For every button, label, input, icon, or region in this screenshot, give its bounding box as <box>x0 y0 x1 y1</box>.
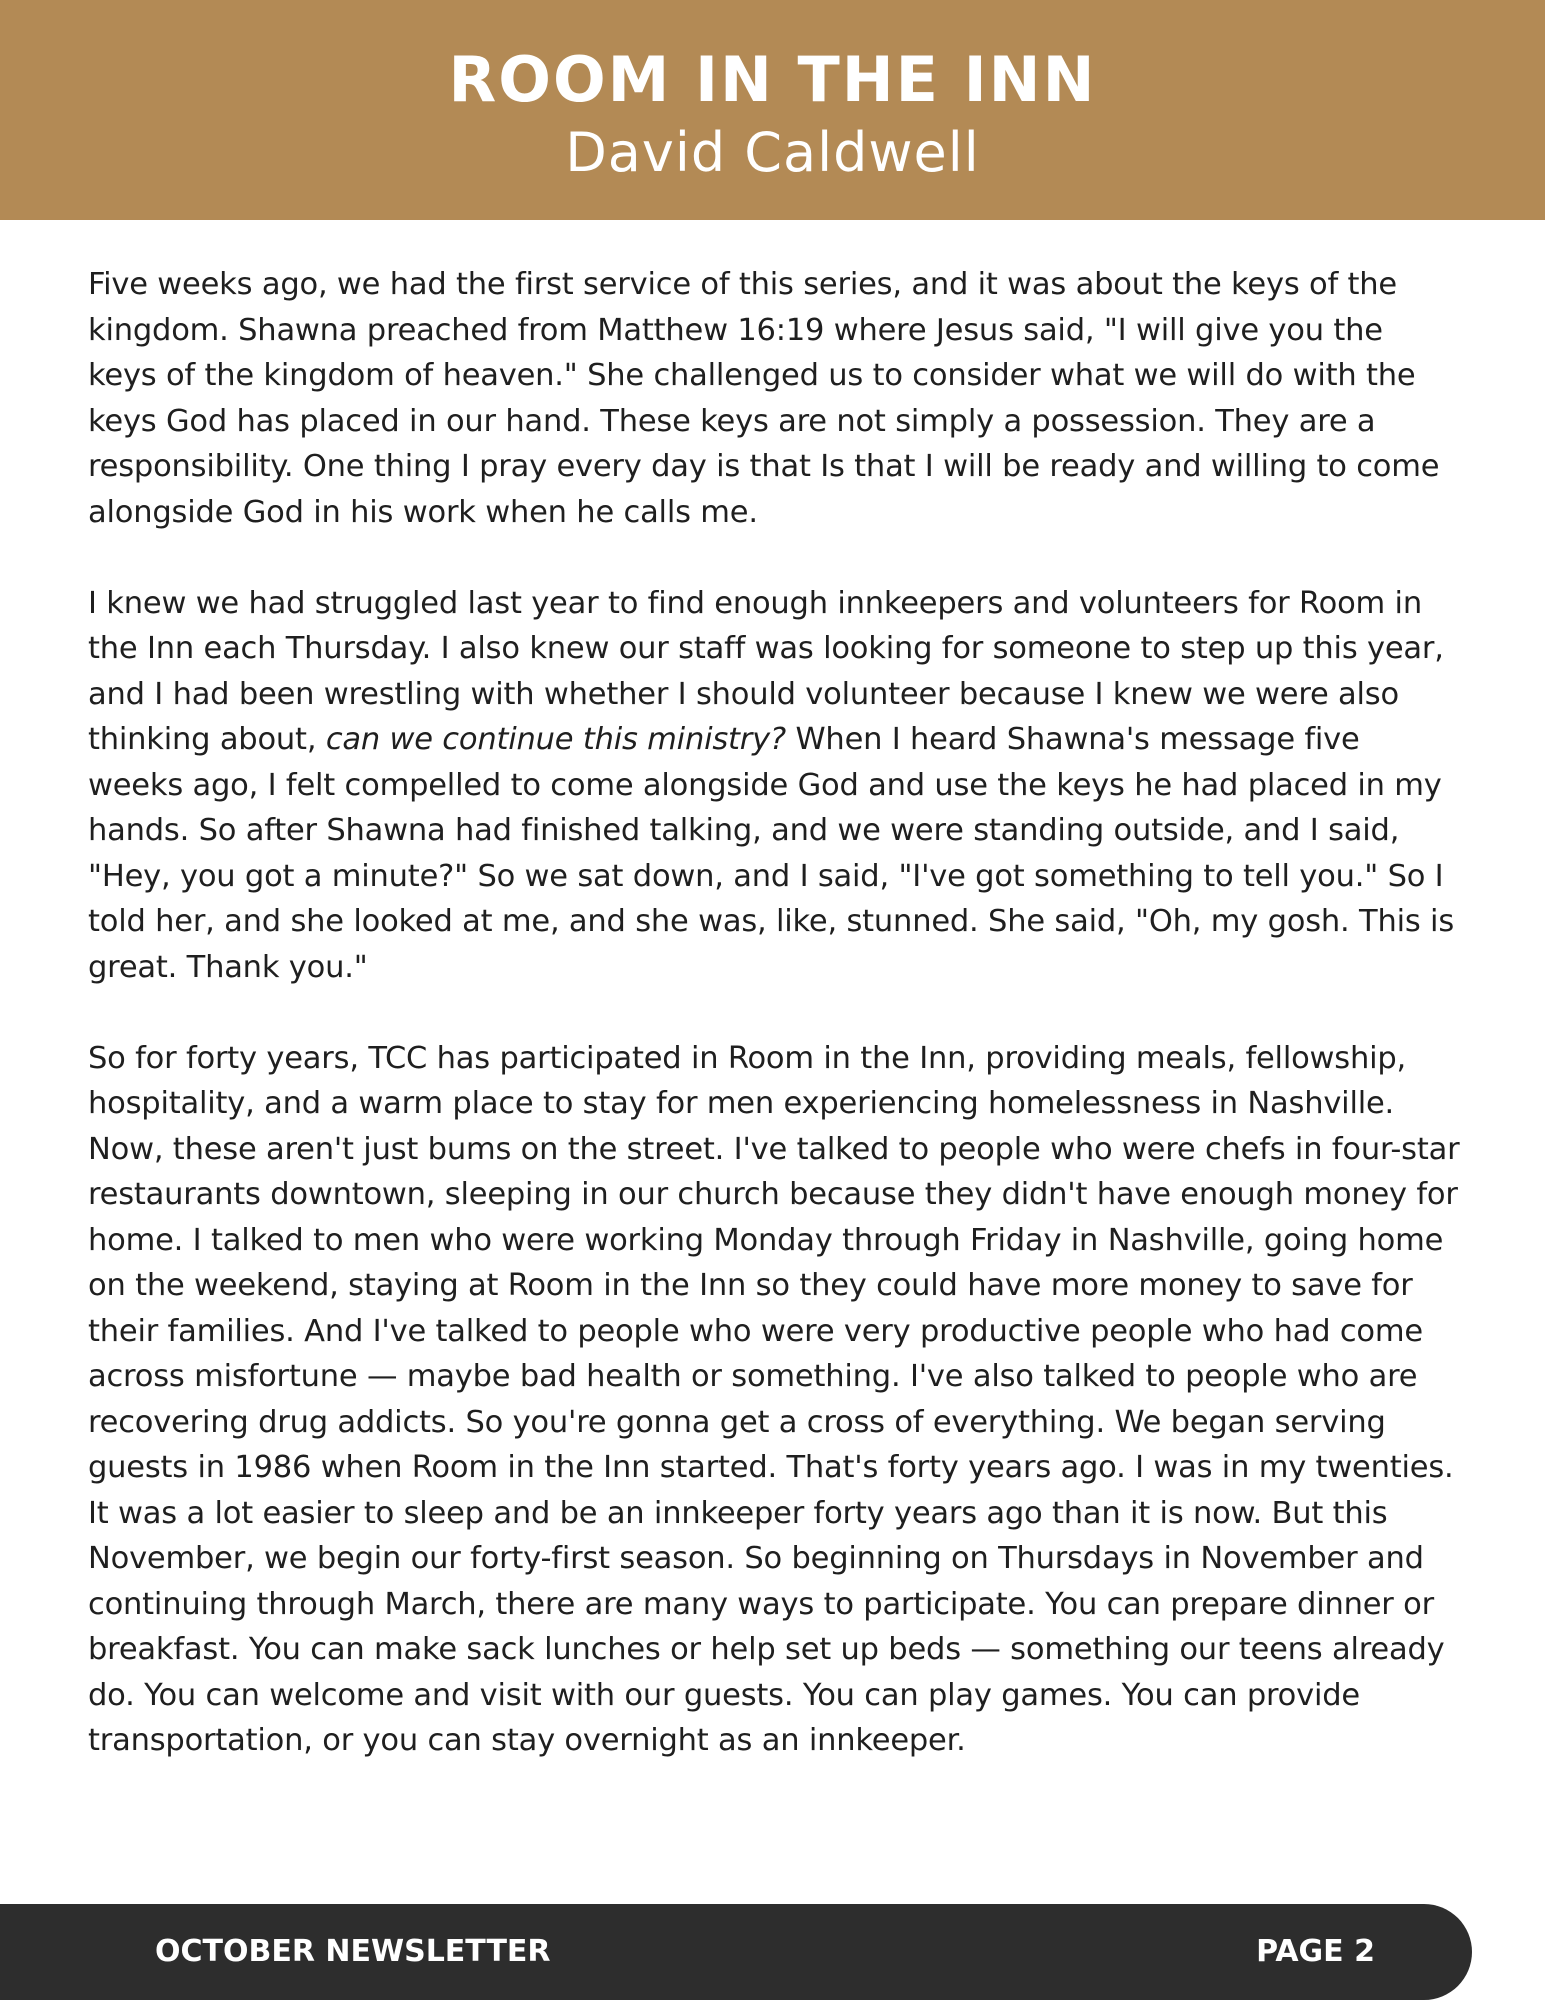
paragraph-2 <box>88 581 1460 991</box>
newsletter-label: OCTOBER NEWSLETTER <box>155 1934 551 1969</box>
footer-bar <box>0 1904 1472 2000</box>
article-author: David Caldwell <box>565 121 980 184</box>
paragraph-2-text-start: I knew we had struggled last year to find enough innkeepers and volunteers for Room in the Inn each Thursday. I also knew our staff was looking for someone to step up this year, and I had been wrestling with whether I should volunteer because I knew we were also thinking about, <box>88 585 1444 757</box>
page-number: PAGE 2 <box>1256 1934 1375 1969</box>
header-banner <box>0 0 1545 220</box>
article-body <box>88 262 1460 1809</box>
paragraph-3: So for forty years, TCC has participated in Room in the Inn, providing meals, fellowship, hospitality, and a warm place to stay for men experiencing homelessness in Nashville. Now, these aren't just bums on the street. I've talked to people who were chefs in four-star restaurants downtown, sleeping in our church because they didn't have enough money for home. I talked to men who were working Monday through Friday in Nashville, going home on the weekend, staying at Room in the Inn so they could have more money to save for their families. And I've talked to people who were very productive people who had come across misfortune — maybe bad health or something. I've also talked to people who are recovering drug addicts. So you're gonna get a cross of everything. We began serving guests in 1986 when Room in the Inn started. That's forty years ago. I was in my twenties. It was a lot easier to sleep and be an innkeeper forty years ago than it is now. But this November, we begin our forty-first season. So beginning on Thursdays in November and continuing through March, there are many ways to participate. You can prepare dinner or breakfast. You can make sack lunches or help set up beds — something our teens already do. You can welcome and visit with our guests. You can play games. You can provide transportation, or you can stay overnight as an innkeeper. <box>88 1040 1460 1758</box>
paragraph-2-italic-question: can we continue this ministry? <box>325 722 786 757</box>
article-title: ROOM IN THE INN <box>448 43 1097 116</box>
paragraph-2-text-end: When I heard Shawna's message five weeks ago, I felt compelled to come alongside God and use the keys he had placed in my hands. So after Shawna had finished talking, and we were standing outside, and I said, "Hey, you got a minute?" So we sat down, and I said, "I've got something to tell you." So I told her, and she looked at me, and she was, like, stunned. She said, "Oh, my gosh. This is great. Thank you." <box>88 722 1455 985</box>
paragraph-1: Five weeks ago, we had the first service of this series, and it was about the keys of the kingdom. Shawna preached from Matthew 16:19 where Jesus said, "I will give you the keys of the kingdom of heaven." She challenged us to consider what we will do with the keys God has placed in our hand. These keys are not simply a possession. They are a responsibility. One thing I pray every day is that Is that I will be ready and willing to come alongside God in his work when he calls me. <box>88 267 1440 530</box>
